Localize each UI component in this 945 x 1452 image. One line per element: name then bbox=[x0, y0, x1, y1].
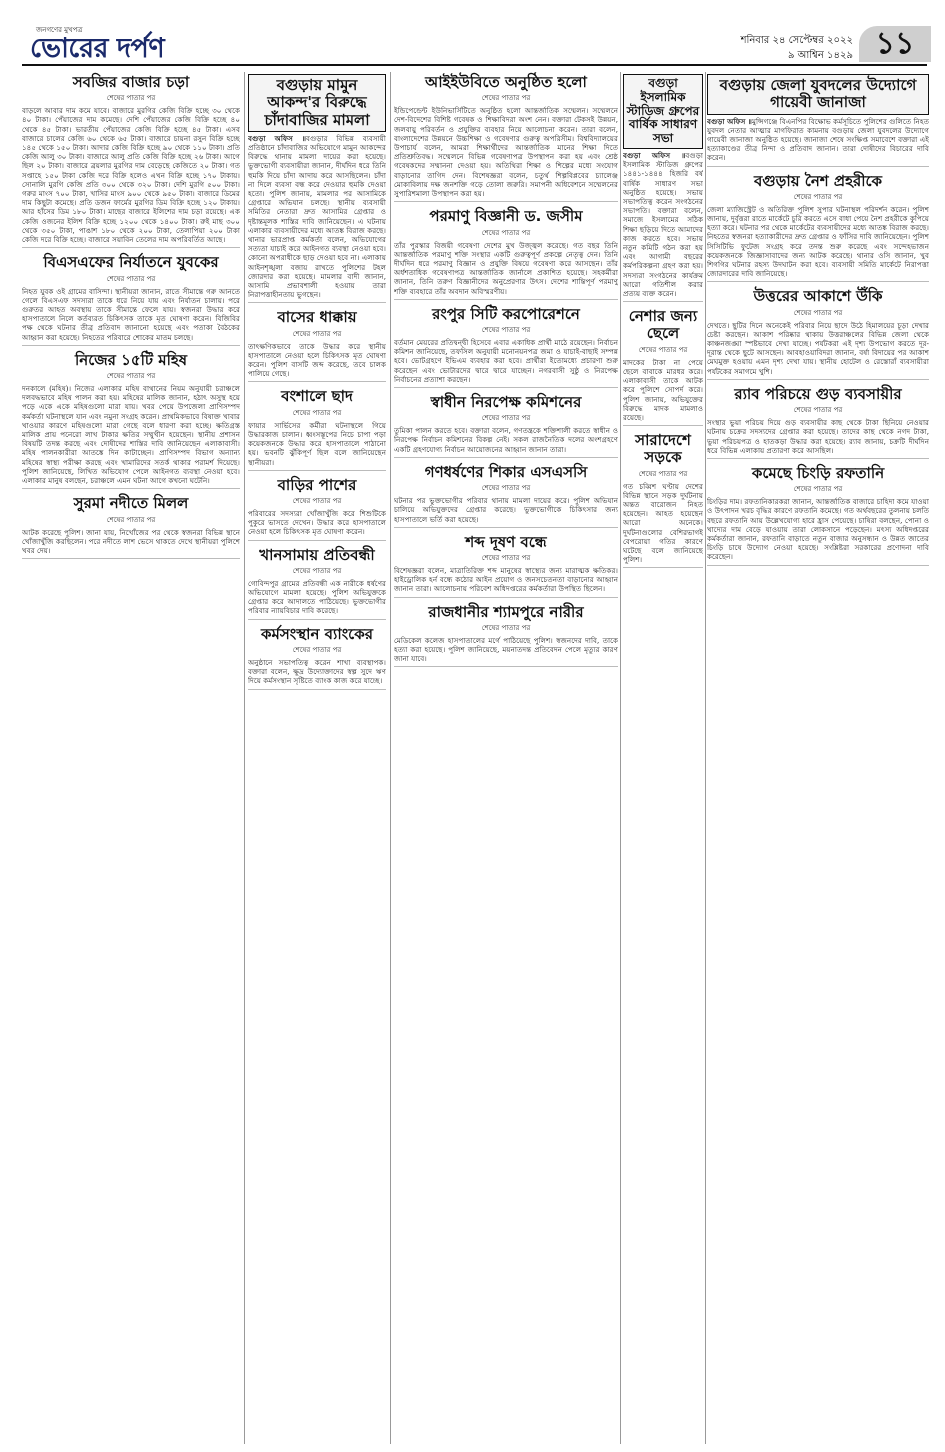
article bbox=[248, 388, 386, 470]
article-body bbox=[22, 384, 240, 485]
article-continuation: শেষের পাতার পর bbox=[481, 414, 531, 423]
article-separator bbox=[248, 540, 386, 541]
article-text: গত চব্বিশ ঘণ্টায় দেশের বিভিন্ন স্থানে সড়ক দুর্ঘটনায় অন্তত বারোজন নিহত হয়েছেন। আহত হয়েছেন আরো অনেকে। দুর্ঘটনাগুলোর বেশিরভাগই বেপরোয়া গতির কারণে ঘটেছে বলে জানিয়েছে পুলিশ। bbox=[623, 481, 703, 565]
article-separator bbox=[394, 457, 618, 458]
article-headline[interactable]: সুরমা নদীতে মিলল bbox=[73, 494, 189, 513]
article-headline[interactable]: বগুড়ায় নৈশ প্রহরীকে bbox=[753, 171, 883, 190]
article bbox=[394, 534, 618, 598]
article-separator bbox=[623, 301, 703, 302]
article-body bbox=[394, 241, 618, 296]
column-divider bbox=[620, 72, 621, 1444]
article bbox=[248, 74, 386, 303]
article bbox=[707, 288, 929, 379]
article-headline[interactable]: বাড়ির পাশের bbox=[277, 475, 357, 494]
article-body bbox=[248, 658, 386, 686]
article-body bbox=[394, 338, 618, 384]
article-continuation: শেষের পাতার পর bbox=[793, 192, 843, 201]
article-separator bbox=[707, 281, 929, 282]
article-body bbox=[394, 496, 618, 524]
article-text: ফায়ার সার্ভিসের কর্মীরা ঘটনাস্থলে গিয়ে উদ্ধারকাজ চালান। ধ্বংসস্তূপের নিচে চাপা পড়া কয়েকজনকে উদ্ধার করে হাসপাতালে পাঠানো হয়। ভবনটি ঝুঁকিপূর্ণ ছিল বলে জানিয়েছেন স্থানীয়রা। bbox=[248, 420, 386, 467]
article-headline[interactable]: রাজধানীর শ্যামপুরে নারীর bbox=[428, 602, 584, 621]
article-headline[interactable]: গণধর্ষণের শিকার এসএসসি bbox=[424, 462, 588, 481]
article-text: মাদকের টাকা না পেয়ে ছেলে বাবাকে মারধর করে। এলাকাবাসী তাকে আটক করে পুলিশে সোপর্দ করে। পুলিশ জানায়, অভিযুক্তের বিরুদ্ধে মাদক মামলাও রয়েছে। bbox=[623, 357, 703, 422]
article-separator bbox=[394, 299, 618, 300]
article-continuation: শেষের পাতার পর bbox=[292, 408, 342, 417]
issue-date-bangla: ৯ আশ্বিন ১৪২৯ bbox=[787, 50, 853, 61]
article bbox=[394, 394, 618, 458]
article-headline[interactable]: পরমাণু বিজ্ঞানী ড. জসীম bbox=[429, 207, 583, 226]
column-divider bbox=[244, 72, 245, 1444]
article-body bbox=[248, 509, 386, 537]
article-continuation: শেষের পাতার পর bbox=[106, 372, 156, 381]
masthead bbox=[0, 0, 945, 66]
article-separator bbox=[248, 302, 386, 303]
article-separator bbox=[248, 619, 386, 620]
article bbox=[22, 495, 240, 559]
article bbox=[623, 308, 703, 426]
article-headline[interactable]: বংশালে ছাদ bbox=[281, 387, 353, 406]
article-headline[interactable]: সারাদেশে সড়কে bbox=[635, 431, 691, 467]
article-text: গোবিন্দপুর গ্রামের প্রতিবন্ধী এক নারীকে ধর্ষণের অভিযোগে মামলা হয়েছে। পুলিশ অভিযুক্তকে গ্রেপ্তার করে আদালতে পাঠিয়েছে। ভুক্তভোগীর পরিবার ন্যায়বিচার দাবি করেছে। bbox=[248, 578, 386, 616]
article-continuation: শেষের পাতার পর bbox=[793, 308, 843, 317]
article-text: মুন্সিগঞ্জে বিএনপির বিক্ষোভ কর্মসূচিতে পুলিশের গুলিতে নিহত যুবদল নেতার আত্মার মাগফিরাত কামনায় বগুড়ায় জেলা যুবদলের উদ্যোগে গায়েবী জানাজা অনুষ্ঠিত হয়েছে। জানাজা শেষে সংক্ষিপ্ত সমাবেশে বক্তারা এই হত্যাকাণ্ডের তীব্র নিন্দা ও প্রতিবাদ জানান। তারা দোষীদের বিচারের দাবি করেন। bbox=[707, 116, 929, 163]
article-text: পরিবারের সদস্যরা খোঁজাখুঁজি করে শিশুটিকে পুকুরে ভাসতে দেখেন। উদ্ধার করে হাসপাতালে নেওয়া হলে চিকিৎসক মৃত ঘোষণা করেন। bbox=[248, 508, 386, 537]
article-continuation: শেষের পাতার পর bbox=[106, 94, 156, 103]
article-body bbox=[22, 528, 240, 556]
article-separator bbox=[707, 166, 929, 167]
article bbox=[248, 547, 386, 620]
article-body bbox=[707, 321, 929, 376]
article-separator bbox=[248, 381, 386, 382]
article-text: জেলা ম্যাজিস্ট্রেট ও অতিরিক্ত পুলিশ সুপার ঘটনাস্থল পরিদর্শন করেন। পুলিশ জানায়, দুর্বৃত্তরা রাতে মার্কেটে চুরি করতে এসে বাধা পেয়ে নৈশ প্রহরীকে কুপিয়ে হত্যা করে। ঘটনার পর থেকে মার্কেটের ব্যবসায়ীদের মধ্যে আতঙ্ক বিরাজ করছে। নিহতের স্বজনরা হত্যাকারীদের দ্রুত গ্রেপ্তার ও ফাঁসির দাবি জানিয়েছেন। পুলিশ সিসিটিভি ফুটেজ সংগ্রহ করে তদন্ত শুরু করেছে এবং সন্দেহভাজন কয়েকজনকে জিজ্ঞাসাবাদের জন্য আটক করেছে। থানার ওসি জানান, খুব শিগগির ঘটনার রহস্য উদঘাটন করা হবে। ব্যবসায়ী সমিতি মার্কেটে নিরাপত্তা জোরদারের দাবি জানিয়েছে। bbox=[707, 204, 929, 279]
article-headline[interactable]: কর্মসংস্থান ব্যাংকের bbox=[261, 624, 373, 643]
article bbox=[707, 74, 929, 167]
article-headline[interactable]: স্বাধীন নিরপেক্ষ কমিশনের bbox=[430, 393, 582, 412]
article-separator bbox=[22, 488, 240, 489]
article-headline[interactable]: খানসামায় প্রতিবন্ধী bbox=[259, 545, 375, 564]
article-body bbox=[623, 358, 703, 422]
article-body bbox=[248, 421, 386, 467]
article-continuation: শেষের পাতার পর bbox=[481, 484, 531, 493]
article bbox=[394, 74, 618, 202]
article-text: বাড়লে আবার দাম কমে যাবে। বাজারে মুরগির কেজি বিক্রি হচ্ছে ৩০ থেকে ৪০ টাকা। পেঁয়াজের দাম কমেছে। দেশি পেঁয়াজের কেজি বিক্রি হচ্ছে ৪০ থেকে ৪৫ টাকা। ভারতীয় পেঁয়াজের কেজি বিক্রি হচ্ছে ৪৫ টাকা। এসব বাজারে চালের কেজি ৬০ থেকে ৬৫ টাকা। বাজারে চায়না রসুন বিক্রি হচ্ছে ১৪৫ থেকে ১৫০ টাকা। আদার কেজি বিক্রি হচ্ছে ৯০ থেকে ১১০ টাকা। প্রতি কেজি আলু ৩০ টাকা। বাজারে আলু প্রতি কেজি বিক্রি হচ্ছে ২৬ টাকা। আগে ছিল ২০ টাকা। বাজারে ব্রয়লার মুরগির দাম বেড়েছে কেজিতে ২০ টাকা। গত সপ্তাহে ১৫০ টাকা কেজি দরে বিক্রি হলেও এখন বিক্রি হচ্ছে ১৭০ টাকায়। সোনালি মুরগি কেজি প্রতি ৩০০ থেকে ৩২০ টাকা। দেশি মুরগি ৫০০ টাকা। গরুর মাংস ৭০০ টাকা, খাসির মাংস ৯০০ থেকে ৯৫০ টাকা। বাজারে ডিমের দাম কিছুটা কমেছে। প্রতি ডজন ফার্মের মুরগির ডিম বিক্রি হচ্ছে ১২০ টাকায়। আর হাঁসের ডিম ১৮০ টাকা। মাছের বাজারে ইলিশের দাম চড়া রয়েছে। এক কেজি ওজনের ইলিশ বিক্রি হচ্ছে ১২০০ থেকে ১৪০০ টাকা। রুই মাছ ৩০০ থেকে ৩৫০ টাকা, পাঙাশ ১৮০ থেকে ২০০ টাকা, তেলাপিয়া ২০০ টাকা কেজি দরে বিক্রি হচ্ছে। বাজারে সয়াবিন তেলের দাম অপরিবর্তিত আছে। bbox=[22, 106, 240, 245]
article-body bbox=[707, 117, 929, 163]
article bbox=[623, 432, 703, 568]
article-body bbox=[394, 566, 618, 594]
article-headline[interactable]: নিজের ১৫টি মহিষ bbox=[74, 350, 188, 369]
article-headline[interactable]: উত্তরের আকাশে উঁকি bbox=[753, 287, 883, 306]
article-separator bbox=[623, 425, 703, 426]
article bbox=[248, 626, 386, 690]
article-text: তুমিকা পালন করতে হবে। বক্তারা বলেন, গণতন্ত্রকে শক্তিশালী করতে স্বাধীন ও নিরপেক্ষ নির্বাচন কমিশনের বিকল্প নেই। সকল রাজনৈতিক দলের অংশগ্রহণে একটি গ্রহণযোগ্য নির্বাচন আয়োজনের আহ্বান জানান তারা। bbox=[394, 426, 618, 454]
article-dateline: বগুড়া অফিস ॥ bbox=[623, 150, 686, 160]
article-headline[interactable]: বগুড়ায় মামুন আকন্দ'র বিরুদ্ধে চাঁদাবাজির মামলা bbox=[248, 74, 386, 132]
article-headline[interactable]: বগুড়ায় জেলা যুবদলের উদ্যোগে গায়েবী জানাজা bbox=[707, 74, 929, 115]
article-headline[interactable]: আইইউবিতে অনুষ্ঠিত হলো bbox=[425, 73, 587, 91]
article bbox=[623, 74, 703, 302]
article-text: বিশেষজ্ঞরা বলেন, মাত্রাতিরিক্ত শব্দ মানুষের স্বাস্থ্যের জন্য মারাত্মক ক্ষতিকর। হাইড্রোলিক হর্ন বন্ধে কঠোর আইন প্রয়োগ ও জনসচেতনতা বাড়ানোর আহ্বান জানান তারা। আলোচনায় পরিবেশ অধিদপ্তরের কর্মকর্তারা উপস্থিত ছিলেন। bbox=[394, 565, 618, 594]
article-headline[interactable]: নেশার জন্য ছেলে bbox=[628, 307, 698, 343]
article-text: বর্তমান মেয়রের প্রতিদ্বন্দ্বী হিসেবে এবার একাধিক প্রার্থী মাঠে রয়েছেন। নির্বাচন কমিশন জানিয়েছে, তফসিল অনুযায়ী মনোনয়নপত্র জমা ও যাচাই-বাছাই সম্পন্ন হবে। ভোটগ্রহণে ইভিএম ব্যবহার করা হবে। প্রার্থীরা ইতোমধ্যে প্রচারণা শুরু করেছেন এবং ভোটারদের দ্বারে দ্বারে যাচ্ছেন। নগরবাসী সুষ্ঠু ও নিরপেক্ষ নির্বাচনের প্রত্যাশা করছেন। bbox=[394, 338, 618, 384]
column-divider bbox=[705, 72, 706, 1444]
masthead-rule bbox=[22, 64, 927, 66]
article-separator bbox=[707, 565, 929, 566]
article bbox=[394, 208, 618, 299]
article-continuation: শেষের পাতার পর bbox=[292, 566, 342, 575]
article-separator bbox=[394, 387, 618, 388]
article-headline[interactable]: বাসের ধাক্কায় bbox=[277, 308, 357, 327]
article-text: দনকালে (মহিষ)। নিজের এলাকার মহিষ বাথানের নিয়ম অনুযায়ী চরাঞ্চলে দলবদ্ধভাবে মহিষ পালন করা হয়। মহিষের মালিক জানান, হঠাৎ অসুস্থ হয়ে পড়ে একে একে মহিষগুলো মারা যায়। খবর পেয়ে উপজেলা প্রাণিসম্পদ কর্মকর্তা ঘটনাস্থলে যান এবং নমুনা সংগ্রহ করেন। প্রাথমিকভাবে বিষাক্ত খাবার খাওয়ার কারণে মহিষগুলো মারা গেছে বলে ধারণা করা হচ্ছে। ক্ষতিগ্রস্ত মালিক প্রায় পনেরো লাখ টাকার ক্ষতির সম্মুখীন হয়েছেন। স্থানীয় প্রশাসন বিষয়টি তদন্ত করছে এবং দোষীদের শাস্তির দাবি জানিয়েছেন এলাকাবাসী। মহিষ পালনকারীরা আতঙ্কে দিন কাটাচ্ছেন। প্রাণিসম্পদ বিভাগ অন্যান্য মহিষের স্বাস্থ্য পরীক্ষা করছে এবং খামারিদের সতর্ক থাকার পরামর্শ দিয়েছে। পুলিশ জানিয়েছে, লিখিত অভিযোগ পেলে আইনগত ব্যবস্থা নেওয়া হবে। এলাকার মানুষ বলছেন, চরাঞ্চলে এমন ঘটনা আগে কখনো ঘটেনি। bbox=[22, 384, 240, 486]
article-separator bbox=[248, 470, 386, 471]
article-body bbox=[707, 205, 929, 279]
article-continuation: শেষের পাতার পর bbox=[292, 329, 342, 338]
article-body bbox=[394, 636, 618, 664]
article-body bbox=[394, 426, 618, 454]
article-text: নিহত যুবক ওই গ্রামের বাসিন্দা। স্থানীয়রা জানান, রাতে সীমান্তে গরু আনতে গেলে বিএসএফ সদস্যরা তাকে ধরে নিয়ে যায় এবং নির্যাতন চালায়। পরে গুরুতর আহত অবস্থায় তাকে সীমান্তে ফেলে যায়। স্বজনরা উদ্ধার করে হাসপাতালে নিলে কর্তব্যরত চিকিৎসক তাকে মৃত ঘোষণা করেন। বিজিবির পক্ষ থেকে ঘটনার তীব্র প্রতিবাদ জানানো হয়েছে এবং পতাকা বৈঠকের আহ্বান করা হয়েছে। নিহতের পরিবারে শোকের মাতম চলছে। bbox=[22, 286, 240, 342]
column-divider bbox=[390, 72, 391, 1444]
article-continuation: শেষের পাতার পর bbox=[481, 623, 531, 632]
article-headline[interactable]: র‍্যাব পরিচয়ে গুড় ব্যবসায়ীর bbox=[734, 384, 902, 403]
article-body bbox=[623, 151, 703, 298]
column-2 bbox=[248, 72, 386, 1444]
article bbox=[394, 306, 618, 388]
article bbox=[248, 309, 386, 382]
article bbox=[394, 604, 618, 668]
article-text: তাঁর পুরস্কার বিজয়ী গবেষণা দেশের মুখ উজ্জ্বল করেছে। গত বছর তিনি আন্তর্জাতিক পরমাণু শক্তি সংস্থার একটি গুরুত্বপূর্ণ প্রকল্পে নেতৃত্ব দেন। তিনি দীর্ঘদিন ধরে পরমাণু বিজ্ঞান ও প্রযুক্তি বিষয়ে গবেষণা করে আসছেন। তাঁর অর্ধশতাধিক গবেষণাপত্র আন্তর্জাতিক জার্নালে প্রকাশিত হয়েছে। সহকর্মীরা জানান, তিনি তরুণ বিজ্ঞানীদের অনুপ্রেরণার উৎস। দেশের শান্তিপূর্ণ পরমাণু শক্তি ব্যবহারে তাঁর অবদান অবিস্মরণীয়। bbox=[394, 240, 618, 296]
article-headline[interactable]: শব্দ দূষণ বন্ধে bbox=[465, 532, 547, 551]
article-separator bbox=[394, 201, 618, 202]
article-body bbox=[707, 418, 929, 455]
article-body bbox=[248, 579, 386, 616]
article-continuation: শেষের পাতার পর bbox=[481, 326, 531, 334]
article-body bbox=[248, 134, 386, 300]
article-text: বগুড়া ইসলামিক স্টাডিজ গ্রুপের ১৪৪১-১৪৪৪ হিজরি বর্ষ বার্ষিক সাধারণ সভা অনুষ্ঠিত হয়েছে। সভায় সভাপতিত্ব করেন সংগঠনের সভাপতি। বক্তারা বলেন, সমাজে ইসলামের সঠিক শিক্ষা ছড়িয়ে দিতে আমাদের কাজ করতে হবে। সভায় নতুন কমিটি গঠন করা হয় এবং আগামী বছরের কর্মপরিকল্পনা গ্রহণ করা হয়। সদস্যরা সংগঠনের কার্যক্রম আরো গতিশীল করার প্রত্যয় ব্যক্ত করেন। bbox=[623, 150, 703, 299]
article-text: মেডিকেল কলেজ হাসপাতালের মর্গে পাঠিয়েছে পুলিশ। স্বজনদের দাবি, তাকে হত্যা করা হয়েছে। পুলিশ জানিয়েছে, ময়নাতদন্ত প্রতিবেদন পেলে মৃত্যুর কারণ জানা যাবে। bbox=[394, 635, 618, 664]
article-continuation: শেষের পাতার পর bbox=[292, 645, 342, 654]
article-text: তাৎক্ষণিকভাবে তাকে উদ্ধার করে স্থানীয় হাসপাতালে নেওয়া হলে চিকিৎসক মৃত ঘোষণা করেন। পুলিশ বাসটি জব্দ করেছে, তবে চালক পালিয়ে গেছে। bbox=[248, 341, 386, 379]
page-number: ১১ bbox=[859, 26, 931, 62]
article-continuation: শেষের পাতার পর bbox=[292, 496, 342, 505]
article bbox=[248, 477, 386, 541]
issue-date: শনিবার ২৪ সেপ্টেম্বর ২০২২ bbox=[740, 35, 853, 46]
article-body bbox=[394, 106, 618, 198]
column-4 bbox=[623, 72, 703, 1444]
article-separator bbox=[707, 379, 929, 380]
article-text: চিংড়ির দাম। রফতানিকারকরা জানান, আন্তর্জাতিক বাজারে চাহিদা কমে যাওয়া ও উৎপাদন খরচ বৃদ্ধির কারণে রফতানি কমেছে। গত অর্থবছরের তুলনায় চলতি বছরে রফতানি আয় উল্লেখযোগ্য হারে হ্রাস পেয়েছে। চাষিরা বলছেন, পোনা ও খাদ্যের দাম বেড়ে যাওয়ায় তারা লোকসানে পড়েছেন। মৎস্য অধিদপ্তরের কর্মকর্তারা জানান, রফতানি বাড়াতে নতুন বাজার অনুসন্ধান ও উন্নত জাতের চিংড়ি চাষে উদ্যোগ নেওয়া হয়েছে। সংশ্লিষ্টরা সরকারের প্রণোদনা দাবি করেছেন। bbox=[707, 497, 929, 562]
brand-tagline: জনগণের মুখপত্র bbox=[36, 26, 83, 34]
article-text: ইন্ডিপেন্ডেন্ট ইউনিভার্সিটিতে অনুষ্ঠিত হলো আন্তর্জাতিক সম্মেলন। সম্মেলনে দেশ-বিদেশের বিশিষ্ট গবেষক ও শিক্ষাবিদরা অংশ নেন। বক্তারা টেকসই উন্নয়ন, জলবায়ু পরিবর্তন ও প্রযুক্তির ব্যবহার নিয়ে আলোচনা করেন। তারা বলেন, বাংলাদেশের উন্নয়নে উচ্চশিক্ষা ও গবেষণার গুরুত্ব অপরিসীম। বিশ্ববিদ্যালয়ের উপাচার্য বলেন, আমরা শিক্ষার্থীদের আন্তর্জাতিক মানের শিক্ষা দিতে প্রতিশ্রুতিবদ্ধ। সম্মেলনে বিভিন্ন গবেষণাপত্র উপস্থাপন করা হয় এবং শ্রেষ্ঠ গবেষকদের সম্মাননা দেওয়া হয়। অতিথিরা শিক্ষা ও শিল্পের মধ্যে সংযোগ বাড়ানোর তাগিদ দেন। বিশেষজ্ঞরা বলেন, চতুর্থ শিল্পবিপ্লবের চ্যালেঞ্জ মোকাবিলায় দক্ষ জনশক্তি গড়ে তোলা জরুরি। সমাপনী অধিবেশনে সম্মেলনের সুপারিশমালা উপস্থাপন করা হয়। bbox=[394, 106, 618, 199]
article bbox=[707, 386, 929, 459]
article-text: সংস্থার ভুয়া পরিচয় দিয়ে গুড় ব্যবসায়ীর কাছ থেকে টাকা ছিনিয়ে নেওয়ার ঘটনায় চক্রের সদস্যদের গ্রেপ্তার করা হয়েছে। তাদের কাছ থেকে নগদ টাকা, ভুয়া পরিচয়পত্র ও হাতকড়া উদ্ধার করা হয়েছে। র‍্যাব জানায়, চক্রটি দীর্ঘদিন ধরে বিভিন্ন এলাকায় প্রতারণা করে আসছিল। bbox=[707, 418, 929, 455]
article-separator bbox=[22, 345, 240, 346]
article-continuation: শেষের পাতার পর bbox=[793, 406, 843, 415]
article-continuation: শেষের পাতার পর bbox=[793, 485, 843, 494]
article-separator bbox=[394, 527, 618, 528]
article-continuation: শেষের পাতার পর bbox=[106, 274, 156, 283]
article-continuation: শেষের পাতার পর bbox=[638, 469, 688, 478]
article-dateline: বগুড়া অফিস ॥ bbox=[248, 133, 307, 143]
article-separator bbox=[707, 458, 929, 459]
article-separator bbox=[248, 689, 386, 690]
article-text: দেখতে। ছুটির দিনে অনেকেই পরিবার নিয়ে ছাদে উঠে হিমালয়ের চূড়া দেখার চেষ্টা করছেন। আকাশ পরিষ্কার থাকায় উত্তরাঞ্চলের বিভিন্ন জেলা থেকে কাঞ্চনজঙ্ঘা স্পষ্টভাবে দেখা যাচ্ছে। পর্যটকরা এই দৃশ্য উপভোগ করতে দূর-দূরান্ত থেকে ছুটে আসছেন। আবহাওয়াবিদরা জানান, বর্ষা বিদায়ের পর আকাশ মেঘমুক্ত হওয়ায় এমন দৃশ্য দেখা যায়। স্থানীয় হোটেল ও রেস্তোরাঁ ব্যবসায়ীরা পর্যটকের সমাগমে খুশি। bbox=[707, 320, 929, 376]
article-text: ঘটনার পর ভুক্তভোগীর পরিবার থানায় মামলা দায়ের করে। পুলিশ অভিযান চালিয়ে অভিযুক্তদের গ্রেপ্তার করেছে। ভুক্তভোগীকে চিকিৎসার জন্য হাসপাতালে ভর্তি করা হয়েছে। bbox=[394, 496, 618, 524]
article bbox=[22, 352, 240, 489]
article-separator bbox=[394, 666, 618, 667]
article-separator bbox=[22, 247, 240, 248]
article-continuation: শেষের পাতার পর bbox=[638, 345, 688, 354]
article-separator bbox=[22, 558, 240, 559]
article bbox=[22, 254, 240, 345]
article bbox=[707, 173, 929, 283]
article-continuation: শেষের পাতার পর bbox=[481, 94, 531, 103]
article bbox=[22, 74, 240, 248]
newspaper-logo: ভোরের দর্পণ bbox=[30, 33, 165, 64]
article-body bbox=[248, 342, 386, 379]
article-headline[interactable]: সবজির বাজার চড়া bbox=[72, 73, 190, 91]
column-1 bbox=[22, 72, 240, 1444]
article-body bbox=[22, 106, 240, 244]
article-text: আটক করেছে পুলিশ। জানা যায়, নিখোঁজের পর থেকে স্বজনরা বিভিন্ন স্থানে খোঁজাখুঁজি করছিলেন। পরে নদীতে লাশ ভেসে থাকতে দেখে স্থানীয়রা পুলিশে খবর দেয়। bbox=[22, 527, 240, 555]
article bbox=[707, 465, 929, 566]
column-5 bbox=[707, 72, 929, 1444]
article-continuation: শেষের পাতার পর bbox=[481, 553, 531, 562]
article-body bbox=[623, 482, 703, 565]
article bbox=[394, 464, 618, 528]
article-text: বগুড়ার বিভিন্ন ব্যবসায়ী প্রতিষ্ঠানে চাঁদাবাজির অভিযোগে মামুন আকন্দের বিরুদ্ধে থানায় মামলা দায়ের করা হয়েছে। ভুক্তভোগী ব্যবসায়ীরা জানান, দীর্ঘদিন ধরে তিনি হুমকি দিয়ে চাঁদা আদায় করে আসছিলেন। চাঁদা না দিলে ব্যবসা বন্ধ করে দেওয়ার হুমকি দেওয়া হতো। পুলিশ জানায়, মামলার পর আসামিকে গ্রেপ্তারে অভিযান চলছে। স্থানীয় ব্যবসায়ী সমিতির নেতারা দ্রুত আসামির গ্রেপ্তার ও দৃষ্টান্তমূলক শাস্তির দাবি জানিয়েছেন। এ ঘটনায় এলাকার ব্যবসায়ীদের মধ্যে আতঙ্ক বিরাজ করছে। থানার ভারপ্রাপ্ত কর্মকর্তা বলেন, অভিযোগের সত্যতা যাচাই করে আইনগত ব্যবস্থা নেওয়া হবে। কোনো অপরাধীকে ছাড় দেওয়া হবে না। এলাকায় আইনশৃঙ্খলা বজায় রাখতে পুলিশের টহল জোরদার করা হয়েছে। মামলার বাদী জানান, আসামি প্রভাবশালী হওয়ায় তারা নিরাপত্তাহীনতায় ভুগছেন। bbox=[248, 133, 386, 300]
article-text: অনুষ্ঠানে সভাপতিত্ব করেন শাখা ব্যবস্থাপক। বক্তারা বলেন, ক্ষুদ্র উদ্যোক্তাদের স্বল্প সুদে ঋণ দিয়ে কর্মসংস্থান সৃষ্টিতে ব্যাংক কাজ করে যাচ্ছে। bbox=[248, 657, 386, 686]
article-headline[interactable]: রংপুর সিটি করপোরেশনে bbox=[432, 304, 580, 323]
article-body bbox=[22, 287, 240, 342]
article-continuation: শেষের পাতার পর bbox=[481, 228, 531, 237]
article-separator bbox=[394, 597, 618, 598]
column-3 bbox=[394, 72, 618, 1444]
article-headline[interactable]: বিএসএফের নির্যাতনে যুবকের bbox=[43, 253, 219, 272]
article-separator bbox=[623, 567, 703, 568]
article-headline[interactable]: বগুড়া ইসলামিক স্টাডিজ গ্রুপের বার্ষিক সাধারণ সভা bbox=[623, 74, 703, 149]
article-continuation: শেষের পাতার পর bbox=[106, 515, 156, 524]
article-dateline: বগুড়া অফিস ॥ bbox=[707, 116, 752, 126]
article-body bbox=[707, 497, 929, 561]
article-headline[interactable]: কমেছে চিংড়ি রফতানি bbox=[751, 463, 885, 482]
